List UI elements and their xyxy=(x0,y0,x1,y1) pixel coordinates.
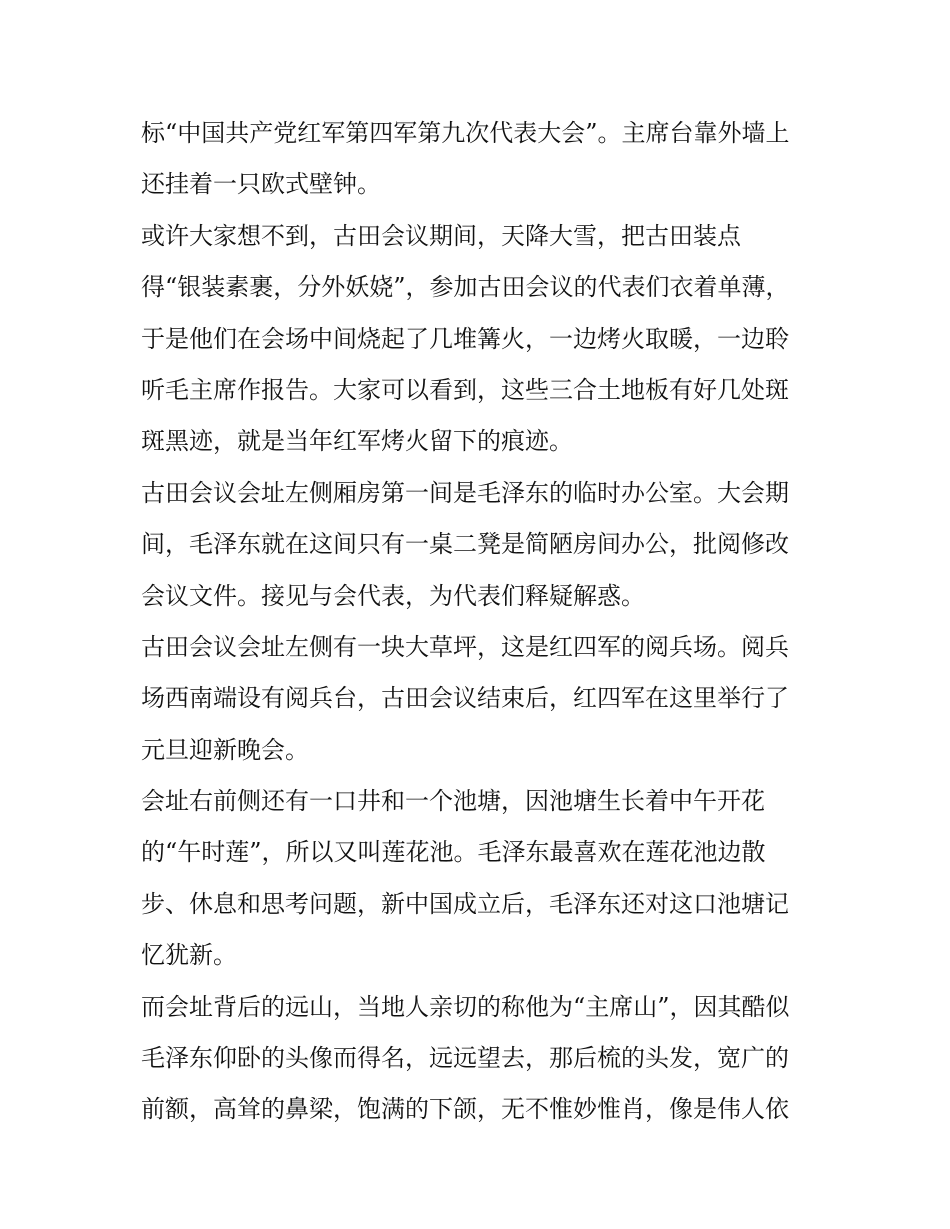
text-line: 于是他们在会场中间烧起了几堆篝火，一边烤火取暖，一边聆 xyxy=(141,324,789,353)
body-text xyxy=(141,108,821,1136)
text-line: 的“午时莲”，所以又叫莲花池。毛泽东最喜欢在莲花池边散 xyxy=(141,838,766,867)
text-line: 间，毛泽东就在这间只有一桌二凳是简陋房间办公，批阅修改 xyxy=(141,530,789,559)
text-line: 或许大家想不到，古田会议期间，天降大雪，把古田装点 xyxy=(141,221,741,250)
text-line: 古田会议会址左侧厢房第一间是毛泽东的临时办公室。大会期 xyxy=(141,478,789,507)
text-line: 古田会议会址左侧有一块大草坪，这是红四军的阅兵场。阅兵 xyxy=(141,632,789,661)
text-line: 元旦迎新晚会。 xyxy=(141,735,309,764)
text-line: 忆犹新。 xyxy=(141,941,237,970)
text-line: 会址右前侧还有一口井和一个池塘，因池塘生长着中午开花 xyxy=(141,787,765,816)
text-line: 毛泽东仰卧的头像而得名，远远望去，那后梳的头发，宽广的 xyxy=(141,1044,789,1073)
text-line: 场西南端设有阅兵台，古田会议结束后，红四军在这里举行了 xyxy=(141,684,789,713)
text-line: 还挂着一只欧式壁钟。 xyxy=(141,170,381,199)
text-line: 标“中国共产党红军第四军第九次代表大会”。主席台靠外墙上 xyxy=(141,119,790,147)
text-line: 前额，高耸的鼻梁，饱满的下颌，无不惟妙惟肖，像是伟人依 xyxy=(141,1095,789,1124)
text-line: 会议文件。接见与会代表，为代表们释疑解惑。 xyxy=(141,581,645,610)
text-line: 听毛主席作报告。大家可以看到，这些三合土地板有好几处斑 xyxy=(141,375,789,404)
text-line: 得“银装素裹，分外妖娆”，参加古田会议的代表们衣着单薄， xyxy=(141,273,790,302)
text-line: 而会址背后的远山，当地人亲切的称他为“主席山”，因其酷似 xyxy=(141,992,790,1021)
text-line: 步、休息和思考问题，新中国成立后，毛泽东还对这口池塘记 xyxy=(141,889,789,918)
text-line: 斑黑迹，就是当年红军烤火留下的痕迹。 xyxy=(141,427,573,456)
